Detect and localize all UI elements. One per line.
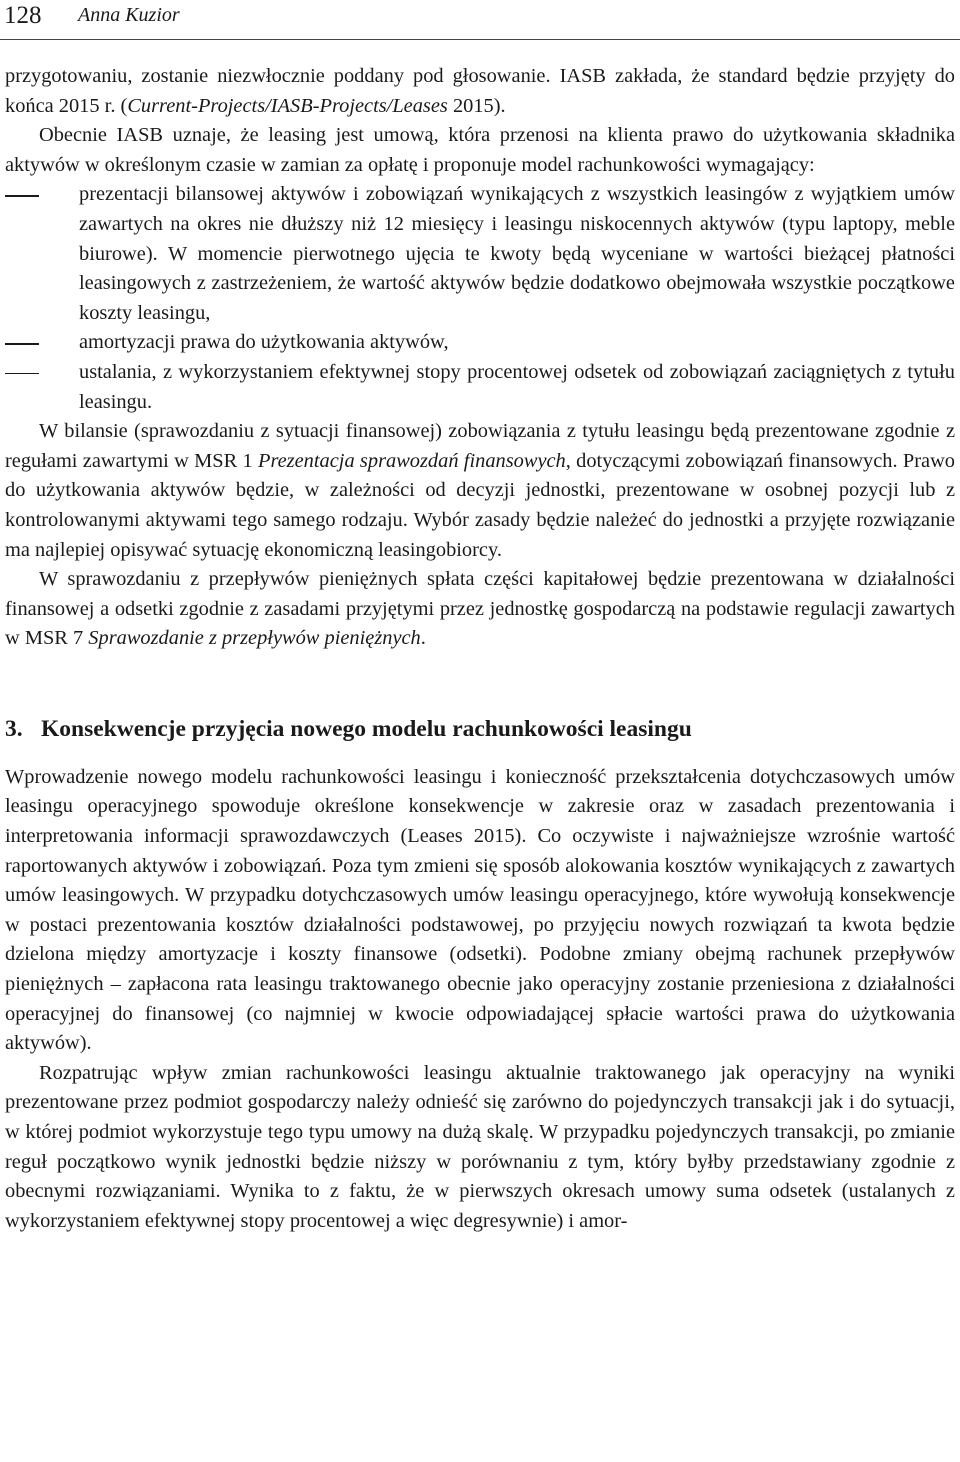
body-text	[5, 62, 955, 1236]
paragraph-cash-flow: W sprawozdaniu z przepływów pieniężnych spłata części kapitałowej będzie prezentowana w działalności finansowej a odsetki zgodnie z zasadami przyjętymi przez jednostkę gospodarczą na podstawie regulacji zawartych w MSR 7 Sprawozdanie z przepływów pieniężnych.	[5, 568, 955, 650]
section-heading	[5, 714, 955, 744]
dash-list	[5, 180, 955, 417]
citation-title: Current-Projects/IASB-Projects/Leases	[127, 94, 448, 117]
list-item: prezentacji bilansowej aktywów i zobowiązań wynikających z wszystkich leasingów z wyjątkiem umów zawartych na okres nie dłuższy niż 12 miesięcy i leasingu niskocennych aktywów (typu laptopy, meble biurowe). W momencie pierwotnego ujęcia te kwoty będą wyceniane w wartości bieżącej płatności leasingowych z zastrzeżeniem, że wartość aktywów będzie dodatkowo obejmowała wszystkie początkowe koszty leasingu,	[79, 183, 955, 324]
header-rule	[0, 39, 960, 40]
paragraph-balance-sheet: W bilansie (sprawozdaniu z sytuacji finansowej) zobowiązania z tytułu leasingu będą prezentowane zgodnie z regułami zawartymi w MSR 1 Prezentacja sprawozdań finansowych, dotyczącymi zobowiązań finansowych. Prawo do użytkowania aktywów będzie, w zależności od decyzji jednostki, prezentowane w osobnej pozycji lub z kontrolowanymi aktywami tego samego rodzaju. Wybór zasady będzie należeć do jednostki a przyjęte rozwiązanie ma najlepiej opisywać sytuację ekonomiczną leasingobiorcy.	[5, 420, 955, 561]
paragraph-ias-model: Obecnie IASB uznaje, że leasing jest umową, która przenosi na klienta prawo do użytkowania składnika aktywów w określonym czasie w zamian za opłatę i proponuje model rachunkowości wymagający:	[5, 124, 955, 176]
paragraph-impact: Rozpatrując wpływ zmian rachunkowości leasingu aktualnie traktowanego jak operacyjny na wyniki prezentowane przez podmiot gospodarczy należy odnieść się zarówno do pojedynczych transakcji jak i do sytuacji, w której podmiot wykorzystuje tego typu umowy na dużą skalę. W przypadku pojedynczych transakcji, po zmianie reguł początkowo wynik jednostki będzie niższy w porównaniu z tym, który byłby przedstawiany zgodnie z obecnymi rozwiązaniami. Wynika to z faktu, że w pierwszych okresach umowy suma odsetek (ustalanych z wykorzystaniem efektywnej stopy procentowej a więc degresywnie) i amor-	[5, 1061, 955, 1232]
standard-title: Sprawozdanie z przepływów pieniężnych	[88, 627, 421, 650]
paragraph-consequences: Wprowadzenie nowego modelu rachunkowości leasingu i konieczność przekształcenia dotychczasowych umów leasingu operacyjnego spowoduje określone konsekwencje w zakresie oraz w zasadach prezentowania i interpretowania informacji sprawozdawczych (Leases 2015). Co oczywiste i najważniejsze wzrośnie wartość raportowanych aktywów i zobowiązań. Poza tym zmieni się sposób alokowania kosztów wynikających z zawartych umów leasingowych. W przypadku dotychczasowych umów leasingu operacyjnego, które wywołują konsekwencje w postaci prezentowania kosztów działalności podstawowej, po przyjęciu nowych rozwiązań ta kwota będzie dzielona między amortyzacje i koszty finansowe (odsetki). Podobne zmiany obejmą rachunek przepływów pieniężnych – zapłacona rata leasingu traktowanego obecnie jako operacyjny zostanie przeniesiona z działalności operacyjnej do finansowej (co najmniej w kwocie odpowiadającej spłacie wartości prawa do użytkowania aktywów).	[5, 765, 955, 1055]
paragraph-continuation: przygotowaniu, zostanie niezwłocznie poddany pod głosowanie. IASB zakłada, że standard będzie przyjęty do końca 2015 r. (Current-Projects/IASB-Projects/Leases 2015).	[5, 65, 955, 117]
section-title: Konsekwencje przyjęcia nowego modelu rachunkowości leasingu	[41, 715, 692, 742]
standard-title: Prezentacja sprawozdań finansowych	[258, 449, 566, 472]
page-number: 128	[4, 2, 42, 29]
running-header-author: Anna Kuzior	[78, 4, 180, 26]
running-header	[0, 0, 960, 42]
list-item: amortyzacji prawa do użytkowania aktywów,	[79, 331, 449, 354]
section-number: 3.	[5, 715, 23, 742]
list-item: ustalania, z wykorzystaniem efektywnej stopy procentowej odsetek od zobowiązań zaciągniętych z tytułu leasingu.	[79, 360, 955, 413]
